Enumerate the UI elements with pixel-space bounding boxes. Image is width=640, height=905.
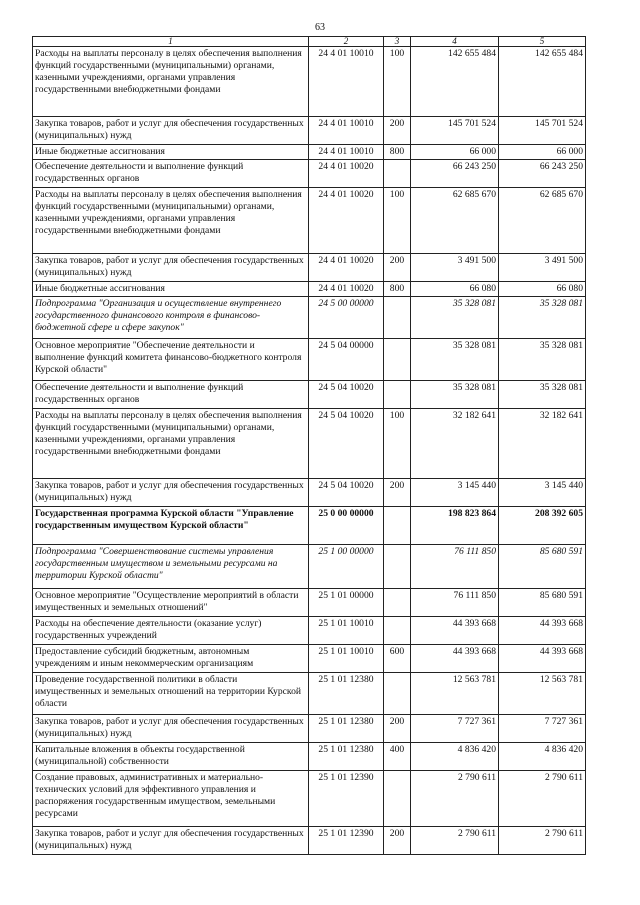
expense-type-cell: 200 (384, 479, 411, 507)
name-cell: Расходы на выплаты персоналу в целях обеспечения выполнения функций государственными (муниципальными) органами, казенными учреждениями, органами управления государственными внебюджетными фондами (33, 409, 309, 479)
name-cell: Иные бюджетные ассигнования (33, 145, 309, 160)
amount-year1-cell: 2 790 611 (411, 771, 499, 827)
code-cell: 25 0 00 00000 (309, 507, 384, 545)
table-row (33, 282, 586, 297)
amount-year2-cell: 66 243 250 (499, 160, 586, 188)
expense-type-cell (384, 545, 411, 589)
expense-type-cell (384, 589, 411, 617)
expense-type-cell (384, 617, 411, 645)
table-row (33, 479, 586, 507)
name-cell: Подпрограмма "Организация и осуществление внутреннего государственного финансового контроля в финансово-бюджетной сфере и сфере закупок" (33, 297, 309, 339)
expense-type-cell (384, 297, 411, 339)
amount-year1-cell: 35 328 081 (411, 339, 499, 381)
code-cell: 24 4 01 10020 (309, 254, 384, 282)
name-cell: Проведение государственной политики в области имущественных и земельных отношений на территории Курской области (33, 673, 309, 715)
amount-year1-cell: 44 393 668 (411, 645, 499, 673)
table-row (33, 188, 586, 254)
table-row (33, 409, 586, 479)
expense-type-cell: 100 (384, 188, 411, 254)
code-cell: 24 4 01 10010 (309, 47, 384, 117)
name-cell: Предоставление субсидий бюджетным, автономным учреждениям и иным некоммерческим организациям (33, 645, 309, 673)
amount-year2-cell: 12 563 781 (499, 673, 586, 715)
name-cell: Закупка товаров, работ и услуг для обеспечения государственных (муниципальных) нужд (33, 254, 309, 282)
code-cell: 25 1 01 12380 (309, 673, 384, 715)
code-cell: 24 5 04 10020 (309, 409, 384, 479)
amount-year1-cell: 35 328 081 (411, 381, 499, 409)
name-cell: Обеспечение деятельности и выполнение функций государственных органов (33, 381, 309, 409)
table-row (33, 117, 586, 145)
name-cell: Закупка товаров, работ и услуг для обеспечения государственных (муниципальных) нужд (33, 479, 309, 507)
amount-year1-cell: 44 393 668 (411, 617, 499, 645)
name-cell: Закупка товаров, работ и услуг для обеспечения государственных (муниципальных) нужд (33, 715, 309, 743)
table-row (33, 254, 586, 282)
code-cell: 25 1 01 00000 (309, 589, 384, 617)
expense-type-cell (384, 771, 411, 827)
code-cell: 24 4 01 10020 (309, 160, 384, 188)
column-number: 1 (33, 37, 309, 47)
code-cell: 25 1 01 12380 (309, 743, 384, 771)
amount-year2-cell: 85 680 591 (499, 545, 586, 589)
amount-year2-cell: 66 000 (499, 145, 586, 160)
expense-type-cell (384, 507, 411, 545)
name-cell: Закупка товаров, работ и услуг для обеспечения государственных (муниципальных) нужд (33, 117, 309, 145)
amount-year1-cell: 66 000 (411, 145, 499, 160)
amount-year1-cell: 35 328 081 (411, 297, 499, 339)
code-cell: 24 5 04 00000 (309, 339, 384, 381)
amount-year2-cell: 32 182 641 (499, 409, 586, 479)
code-cell: 24 4 01 10010 (309, 117, 384, 145)
name-cell: Подпрограмма "Совершенствование системы управления государственным имуществом и земельными ресурсами на территории Курской области" (33, 545, 309, 589)
amount-year1-cell: 32 182 641 (411, 409, 499, 479)
expense-type-cell: 800 (384, 282, 411, 297)
amount-year1-cell: 12 563 781 (411, 673, 499, 715)
name-cell: Создание правовых, административных и материально-технических условий для эффективного управления и распоряжения государственным имуществом, земельными ресурсами (33, 771, 309, 827)
amount-year1-cell: 66 080 (411, 282, 499, 297)
amount-year1-cell: 142 655 484 (411, 47, 499, 117)
expense-type-cell: 200 (384, 117, 411, 145)
code-cell: 25 1 01 12380 (309, 715, 384, 743)
table-row (33, 645, 586, 673)
name-cell: Расходы на обеспечение деятельности (оказание услуг) государственных учреждений (33, 617, 309, 645)
table-row (33, 771, 586, 827)
table-row (33, 827, 586, 855)
amount-year1-cell: 4 836 420 (411, 743, 499, 771)
table-row (33, 339, 586, 381)
amount-year2-cell: 2 790 611 (499, 771, 586, 827)
expense-type-cell: 200 (384, 715, 411, 743)
name-cell: Иные бюджетные ассигнования (33, 282, 309, 297)
expense-type-cell: 200 (384, 254, 411, 282)
table-row (33, 589, 586, 617)
page-number: 63 (315, 22, 325, 33)
code-cell: 24 4 01 10020 (309, 282, 384, 297)
column-number: 4 (411, 37, 499, 47)
table-row (33, 160, 586, 188)
column-number: 5 (499, 37, 586, 47)
table-row (33, 507, 586, 545)
amount-year2-cell: 145 701 524 (499, 117, 586, 145)
amount-year2-cell: 35 328 081 (499, 381, 586, 409)
name-cell: Капитальные вложения в объекты государственной (муниципальной) собственности (33, 743, 309, 771)
amount-year2-cell: 35 328 081 (499, 297, 586, 339)
amount-year1-cell: 66 243 250 (411, 160, 499, 188)
name-cell: Закупка товаров, работ и услуг для обеспечения государственных (муниципальных) нужд (33, 827, 309, 855)
amount-year1-cell: 145 701 524 (411, 117, 499, 145)
amount-year2-cell: 66 080 (499, 282, 586, 297)
expense-type-cell: 100 (384, 47, 411, 117)
table-row (33, 743, 586, 771)
code-cell: 24 4 01 10020 (309, 188, 384, 254)
code-cell: 25 1 00 00000 (309, 545, 384, 589)
name-cell: Расходы на выплаты персоналу в целях обеспечения выполнения функций государственными (муниципальными) органами, казенными учреждениями, органами управления государственными внебюджетными фондами (33, 188, 309, 254)
amount-year2-cell: 2 790 611 (499, 827, 586, 855)
amount-year2-cell: 44 393 668 (499, 617, 586, 645)
amount-year2-cell: 142 655 484 (499, 47, 586, 117)
table-row (33, 617, 586, 645)
code-cell: 25 1 01 10010 (309, 645, 384, 673)
amount-year1-cell: 198 823 864 (411, 507, 499, 545)
amount-year2-cell: 44 393 668 (499, 645, 586, 673)
expense-type-cell (384, 381, 411, 409)
table-row (33, 47, 586, 117)
code-cell: 24 5 04 10020 (309, 479, 384, 507)
table-row (33, 145, 586, 160)
expense-type-cell: 200 (384, 827, 411, 855)
expense-type-cell: 800 (384, 145, 411, 160)
amount-year2-cell: 3 145 440 (499, 479, 586, 507)
amount-year2-cell: 3 491 500 (499, 254, 586, 282)
table-row (33, 297, 586, 339)
table-row (33, 545, 586, 589)
table-row (33, 673, 586, 715)
amount-year1-cell: 76 111 850 (411, 589, 499, 617)
name-cell: Государственная программа Курской области "Управление государственным имуществом Курской области" (33, 507, 309, 545)
amount-year1-cell: 76 111 850 (411, 545, 499, 589)
expense-type-cell: 400 (384, 743, 411, 771)
name-cell: Основное мероприятие "Обеспечение деятельности и выполнение функций комитета финансово-бюджетного контроля Курской области" (33, 339, 309, 381)
expense-type-cell (384, 160, 411, 188)
table-row (33, 381, 586, 409)
amount-year1-cell: 7 727 361 (411, 715, 499, 743)
amount-year1-cell: 3 491 500 (411, 254, 499, 282)
code-cell: 24 5 04 10020 (309, 381, 384, 409)
expense-type-cell (384, 673, 411, 715)
name-cell: Обеспечение деятельности и выполнение функций государственных органов (33, 160, 309, 188)
amount-year2-cell: 208 392 605 (499, 507, 586, 545)
expense-type-cell: 600 (384, 645, 411, 673)
amount-year1-cell: 3 145 440 (411, 479, 499, 507)
amount-year1-cell: 62 685 670 (411, 188, 499, 254)
code-cell: 24 5 00 00000 (309, 297, 384, 339)
budget-table (32, 36, 586, 855)
amount-year2-cell: 62 685 670 (499, 188, 586, 254)
expense-type-cell (384, 339, 411, 381)
amount-year2-cell: 85 680 591 (499, 589, 586, 617)
amount-year2-cell: 7 727 361 (499, 715, 586, 743)
code-cell: 25 1 01 10010 (309, 617, 384, 645)
code-cell: 25 1 01 12390 (309, 771, 384, 827)
amount-year2-cell: 4 836 420 (499, 743, 586, 771)
name-cell: Расходы на выплаты персоналу в целях обеспечения выполнения функций государственными (муниципальными) органами, казенными учреждениями, органами управления государственными внебюджетными фондами (33, 47, 309, 117)
table-row (33, 715, 586, 743)
amount-year1-cell: 2 790 611 (411, 827, 499, 855)
column-number-row (33, 37, 586, 47)
amount-year2-cell: 35 328 081 (499, 339, 586, 381)
column-number: 2 (309, 37, 384, 47)
code-cell: 25 1 01 12390 (309, 827, 384, 855)
name-cell: Основное мероприятие "Осуществление мероприятий в области имущественных и земельных отношений" (33, 589, 309, 617)
column-number: 3 (384, 37, 411, 47)
expense-type-cell: 100 (384, 409, 411, 479)
code-cell: 24 4 01 10010 (309, 145, 384, 160)
